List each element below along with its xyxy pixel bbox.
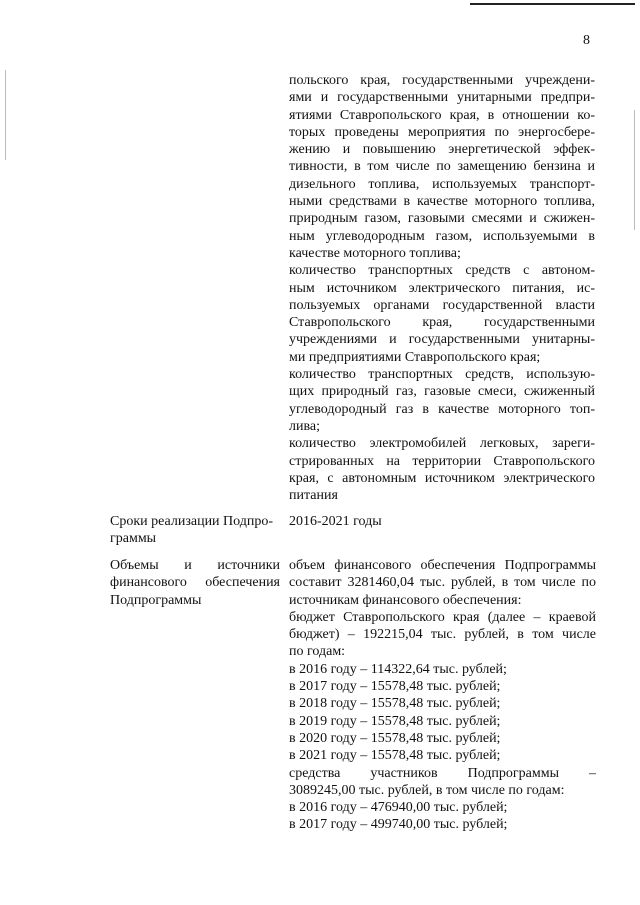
text-line: питания xyxy=(289,488,338,504)
text-line: торых проведены мероприятия по энергосбере- xyxy=(289,124,595,140)
text-line: ным источником электрического питания, ис- xyxy=(289,280,595,296)
text-line: качестве моторного топлива; xyxy=(289,245,461,261)
text-line: ями и государственными унитарными предпри- xyxy=(289,90,595,106)
value-line: в 2018 году – 15578,48 тыс. рублей; xyxy=(289,696,501,712)
text-line: дизельного топлива, используемых транспорт- xyxy=(289,176,595,192)
value-line: бюджет) – 192215,04 тыс. рублей, в том числе xyxy=(289,627,596,643)
label-line: Сроки реализации Подпро- xyxy=(110,514,274,529)
text-line: Ставропольского края, государственными xyxy=(289,315,595,331)
label-line: финансового обеспечения xyxy=(110,575,280,591)
value-line: в 2016 году – 114322,64 тыс. рублей; xyxy=(289,661,507,677)
value-line: источникам финансового обеспечения: xyxy=(289,592,522,608)
text-line: стрированных на территории Ставропольского xyxy=(289,453,595,469)
label-line: граммы xyxy=(110,531,157,547)
value-line: бюджет Ставропольского края (далее – краевой xyxy=(289,609,596,625)
value-line: в 2021 году – 15578,48 тыс. рублей; xyxy=(289,748,501,764)
value-line: объем финансового обеспечения Подпрограммы xyxy=(289,558,596,573)
value-line: по годам: xyxy=(289,644,346,660)
text-line: количество электромобилей легковых, зареги- xyxy=(289,436,595,452)
value-line: в 2017 году – 15578,48 тыс. рублей; xyxy=(289,679,501,695)
top-rule xyxy=(470,3,635,5)
text-line: углеводородный газ в качестве моторного топ- xyxy=(289,401,595,417)
text-line: щих природный газ, газовые смеси, сжиженный xyxy=(289,384,595,400)
text-line: ными средствами в качестве моторного топлива, xyxy=(289,194,595,210)
value-line: в 2016 году – 476940,00 тыс. рублей; xyxy=(289,800,508,816)
text-line: количество транспортных средств, использую- xyxy=(289,367,595,383)
indicators-continuation xyxy=(289,72,595,504)
label-line: Подпрограммы xyxy=(110,592,202,608)
financing-label xyxy=(110,557,280,609)
text-line: ным углеводородным газом, используемыми в xyxy=(289,228,595,244)
text-line: количество транспортных средств с автоном- xyxy=(289,263,595,279)
value-line: в 2020 году – 15578,48 тыс. рублей; xyxy=(289,730,501,746)
value-line: составит 3281460,04 тыс. рублей, в том числе по xyxy=(289,575,596,591)
scan-mark-left xyxy=(5,70,6,160)
implementation-term-value xyxy=(289,513,596,530)
financing-value xyxy=(289,557,596,834)
label-line: Объемы и источники xyxy=(110,558,280,573)
value-line: в 2017 году – 499740,00 тыс. рублей; xyxy=(289,817,508,833)
text-line: польского края, государственными учреждени- xyxy=(289,73,595,88)
text-line: природным газом, газовыми смесями и сжижен- xyxy=(289,211,595,227)
value-line: в 2019 году – 15578,48 тыс. рублей; xyxy=(289,713,501,729)
text-line: учреждениями и государственными унитарны- xyxy=(289,332,595,348)
scan-mark-right xyxy=(634,110,635,230)
value-line: 2016-2021 годы xyxy=(289,514,382,529)
text-line: тивности, в том числе по замещению бензина и xyxy=(289,159,595,175)
text-line: ятиями Ставропольского края, в отношении ко- xyxy=(289,107,595,123)
implementation-term-label xyxy=(110,513,280,548)
text-line: ми предприятиями Ставропольского края; xyxy=(289,349,541,365)
text-line: пользуемых органами государственной власти xyxy=(289,297,595,313)
text-line: лива; xyxy=(289,418,321,434)
text-line: края, с автономным источником электрического xyxy=(289,470,595,486)
value-line: средства участников Подпрограммы – xyxy=(289,765,596,781)
value-line: 3089245,00 тыс. рублей, в том числе по годам: xyxy=(289,782,565,798)
page-number: 8 xyxy=(583,33,590,48)
text-line: жению и повышению энергетической эффек- xyxy=(289,142,595,158)
